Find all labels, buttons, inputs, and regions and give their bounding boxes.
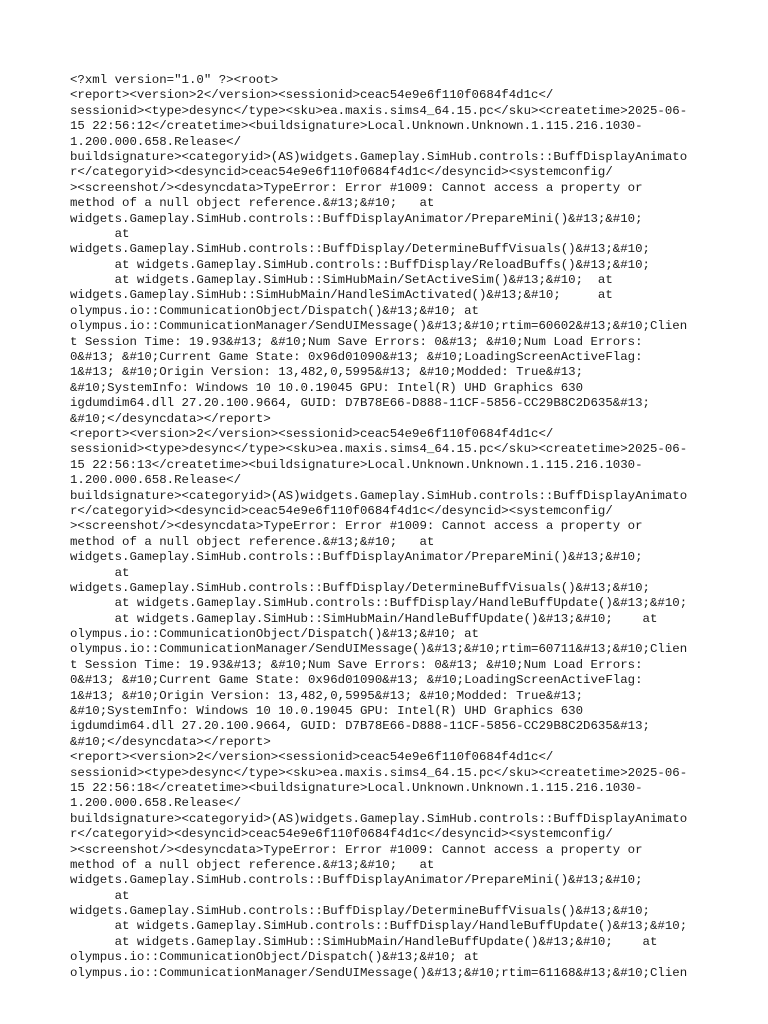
document-line: &#10;SystemInfo: Windows 10 10.0.19045 GPU: Intel(R) UHD Graphics 630 [70,380,584,395]
document-line: widgets.Gameplay.SimHub.controls::BuffDisplayAnimator/PrepareMini()&#13;&#10; [70,873,643,888]
document-line: buildsignature><categoryid>(AS)widgets.Gameplay.SimHub.controls::BuffDisplayAnimato [70,149,688,164]
document-line: method of a null object reference.&#13;&#10; at [70,534,435,549]
document-line: igdumdim64.dll 27.20.100.9664, GUID: D7B78E66-D888-11CF-5856-CC29B8C2D635&#13; [70,396,650,411]
document-line: at widgets.Gameplay.SimHub.controls::BuffDisplay/ReloadBuffs()&#13;&#10; [70,257,650,272]
document-line: method of a null object reference.&#13;&#10; at [70,857,435,872]
document-line: olympus.io::CommunicationManager/SendUIMessage()&#13;&#10;rtim=61168&#13;&#10;Clien [70,965,688,980]
document-line: sessionid><type>desync</type><sku>ea.maxis.sims4_64.15.pc</sku><createtime>2025-06- [70,103,688,118]
document-line: <report><version>2</version><sessionid>ceac54e9e6f110f0684f4d1c</ [70,88,554,103]
document-line: 1&#13; &#10;Origin Version: 13,482,0,5995&#13; &#10;Modded: True&#13; [70,688,584,703]
document-line: olympus.io::CommunicationObject/Dispatch()&#13;&#10; at [70,950,479,965]
document-line: buildsignature><categoryid>(AS)widgets.Gameplay.SimHub.controls::BuffDisplayAnimato [70,488,688,503]
document-line: igdumdim64.dll 27.20.100.9664, GUID: D7B78E66-D888-11CF-5856-CC29B8C2D635&#13; [70,719,650,734]
document-line: ><screenshot/><desyncdata>TypeError: Error #1009: Cannot access a property or [70,519,643,534]
document-line: &#10;</desyncdata></report> [70,411,271,426]
document-line: 1&#13; &#10;Origin Version: 13,482,0,5995&#13; &#10;Modded: True&#13; [70,365,584,380]
document-line: at widgets.Gameplay.SimHub::SimHubMain/HandleBuffUpdate()&#13;&#10; at [70,611,658,626]
document-line: sessionid><type>desync</type><sku>ea.maxis.sims4_64.15.pc</sku><createtime>2025-06- [70,765,688,780]
document-line: widgets.Gameplay.SimHub.controls::BuffDisplay/DetermineBuffVisuals()&#13;&#10; [70,904,650,919]
document-line: at widgets.Gameplay.SimHub::SimHubMain/HandleBuffUpdate()&#13;&#10; at [70,934,658,949]
document-line: olympus.io::CommunicationObject/Dispatch()&#13;&#10; at [70,627,479,642]
document-line: buildsignature><categoryid>(AS)widgets.Gameplay.SimHub.controls::BuffDisplayAnimato [70,811,688,826]
document-line: <report><version>2</version><sessionid>ceac54e9e6f110f0684f4d1c</ [70,750,554,765]
document-line: r</categoryid><desyncid>ceac54e9e6f110f0684f4d1c</desyncid><systemconfig/ [70,165,613,180]
document-line: 1.200.000.658.Release</ [70,796,242,811]
document-line: 1.200.000.658.Release</ [70,134,242,149]
document-line: &#10;SystemInfo: Windows 10 10.0.19045 GPU: Intel(R) UHD Graphics 630 [70,704,584,719]
document-line: widgets.Gameplay.SimHub.controls::BuffDisplayAnimator/PrepareMini()&#13;&#10; [70,211,643,226]
document-body [70,73,710,981]
document-line: 15 22:56:18</createtime><buildsignature>Local.Unknown.Unknown.1.115.216.1030- [70,780,643,795]
document-line: 15 22:56:13</createtime><buildsignature>Local.Unknown.Unknown.1.115.216.1030- [70,457,643,472]
document-line: widgets.Gameplay.SimHub::SimHubMain/HandleSimActivated()&#13;&#10; at [70,288,613,303]
document-line: r</categoryid><desyncid>ceac54e9e6f110f0684f4d1c</desyncid><systemconfig/ [70,503,613,518]
document-line: at [70,226,130,241]
document-line: method of a null object reference.&#13;&#10; at [70,196,435,211]
document-line: at [70,565,130,580]
document-line: 1.200.000.658.Release</ [70,473,242,488]
document-line: 0&#13; &#10;Current Game State: 0x96d01090&#13; &#10;LoadingScreenActiveFlag: [70,673,643,688]
document-line: at [70,888,130,903]
document-line: widgets.Gameplay.SimHub.controls::BuffDisplay/DetermineBuffVisuals()&#13;&#10; [70,242,650,257]
document-line: widgets.Gameplay.SimHub.controls::BuffDisplay/DetermineBuffVisuals()&#13;&#10; [70,580,650,595]
document-line: olympus.io::CommunicationObject/Dispatch()&#13;&#10; at [70,303,479,318]
document-line: <?xml version="1.0" ?><root> [70,73,279,87]
document-line: 0&#13; &#10;Current Game State: 0x96d01090&#13; &#10;LoadingScreenActiveFlag: [70,350,643,365]
document-line: t Session Time: 19.93&#13; &#10;Num Save Errors: 0&#13; &#10;Num Load Errors: [70,334,643,349]
document-line: olympus.io::CommunicationManager/SendUIMessage()&#13;&#10;rtim=60602&#13;&#10;Clien [70,319,688,334]
document-line: olympus.io::CommunicationManager/SendUIMessage()&#13;&#10;rtim=60711&#13;&#10;Clien [70,642,688,657]
document-line: r</categoryid><desyncid>ceac54e9e6f110f0684f4d1c</desyncid><systemconfig/ [70,827,613,842]
document-line: ><screenshot/><desyncdata>TypeError: Error #1009: Cannot access a property or [70,842,643,857]
document-line: <report><version>2</version><sessionid>ceac54e9e6f110f0684f4d1c</ [70,426,554,441]
document-line: ><screenshot/><desyncdata>TypeError: Error #1009: Cannot access a property or [70,180,643,195]
document-line: t Session Time: 19.93&#13; &#10;Num Save Errors: 0&#13; &#10;Num Load Errors: [70,657,643,672]
document-line: at widgets.Gameplay.SimHub.controls::BuffDisplay/HandleBuffUpdate()&#13;&#10; [70,596,688,611]
document-line: at widgets.Gameplay.SimHub::SimHubMain/SetActiveSim()&#13;&#10; at [70,273,613,288]
document-line: widgets.Gameplay.SimHub.controls::BuffDisplayAnimator/PrepareMini()&#13;&#10; [70,550,643,565]
document-line: &#10;</desyncdata></report> [70,734,271,749]
document-line: 15 22:56:12</createtime><buildsignature>Local.Unknown.Unknown.1.115.216.1030- [70,119,643,134]
document-line: at widgets.Gameplay.SimHub.controls::BuffDisplay/HandleBuffUpdate()&#13;&#10; [70,919,688,934]
document-line: sessionid><type>desync</type><sku>ea.maxis.sims4_64.15.pc</sku><createtime>2025-06- [70,442,688,457]
